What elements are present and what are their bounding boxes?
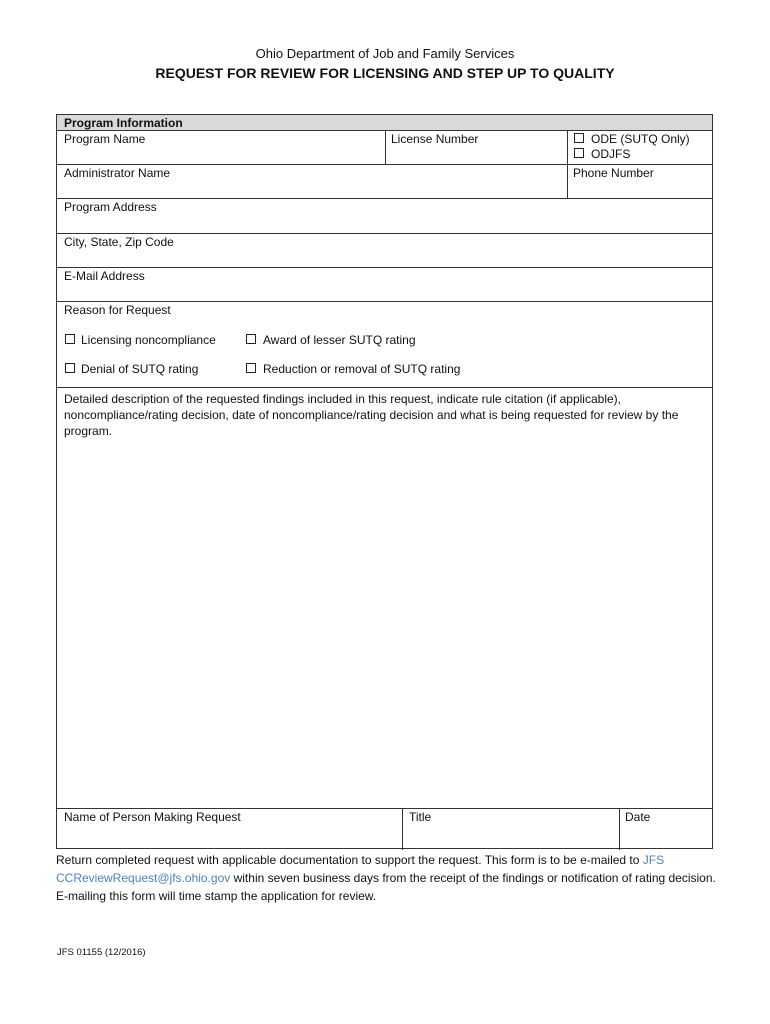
footer-note-before: Return completed request with applicable documentation to support the request. This form is to be e-mailed to <box>56 853 643 867</box>
form-number: JFS 01155 (12/2016) <box>57 947 146 958</box>
agency-name: Ohio Department of Job and Family Services <box>255 46 515 61</box>
denial-sutq-label: Denial of SUTQ rating <box>81 362 199 376</box>
award-lesser-rating-label: Award of lesser SUTQ rating <box>263 333 416 347</box>
section-header <box>57 115 712 130</box>
requester-title-label: Title <box>409 810 432 824</box>
description-label: Detailed description of the requested findings included in this request, indicate rule citation (if applicable), noncompliance/rating decision, date of noncompliance/rating decision and what is being requested for review by the program. <box>64 392 679 438</box>
ode-option-label: ODE (SUTQ Only) <box>591 132 690 146</box>
licensing-noncompliance-checkbox[interactable] <box>65 334 75 344</box>
ode-checkbox[interactable] <box>574 133 584 143</box>
date-label: Date <box>625 810 651 824</box>
request-form <box>56 114 713 849</box>
footer-instructions <box>56 851 716 905</box>
phone-number-label: Phone Number <box>573 166 654 180</box>
award-lesser-rating-checkbox[interactable] <box>246 334 256 344</box>
form-title: REQUEST FOR REVIEW FOR LICENSING AND STEP UP TO QUALITY <box>155 65 615 81</box>
denial-sutq-checkbox[interactable] <box>65 363 75 373</box>
reduction-removal-checkbox[interactable] <box>246 363 256 373</box>
email-label: E-Mail Address <box>64 269 145 283</box>
footer-note-after: within seven business days from the receipt of the findings or notification of rating decision. E-mailing this form will time stamp the application for review. <box>56 871 716 903</box>
divider <box>57 301 712 302</box>
license-number-label: License Number <box>391 132 479 146</box>
reduction-removal-label: Reduction or removal of SUTQ rating <box>263 362 461 376</box>
description-textarea[interactable] <box>57 388 712 808</box>
licensing-noncompliance-label: Licensing noncompliance <box>81 333 216 347</box>
program-name-label: Program Name <box>64 132 146 146</box>
requester-name-label: Name of Person Making Request <box>64 810 241 824</box>
email-field[interactable] <box>57 268 712 301</box>
requester-title-field[interactable] <box>403 809 619 849</box>
section-title: Program Information <box>64 116 183 130</box>
program-address-label: Program Address <box>64 200 157 214</box>
administrator-name-label: Administrator Name <box>64 166 171 180</box>
reason-label: Reason for Request <box>64 303 171 317</box>
city-state-zip-label: City, State, Zip Code <box>64 235 174 249</box>
odjfs-checkbox[interactable] <box>574 148 584 158</box>
email-link[interactable]: JFS CCReviewRequest@jfs.ohio.gov <box>56 853 665 885</box>
odjfs-option-label: ODJFS <box>591 147 631 161</box>
